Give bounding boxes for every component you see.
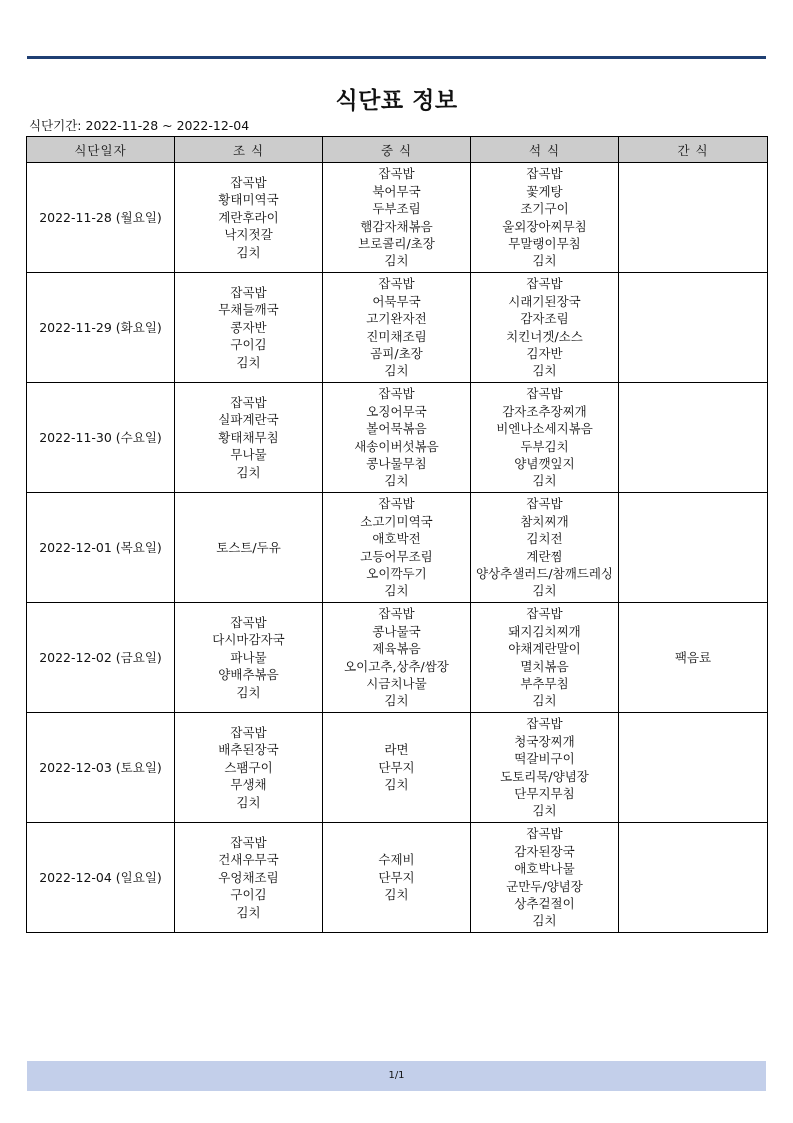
lunch-cell	[323, 823, 471, 933]
lunch-cell	[323, 713, 471, 823]
menu-item: 잡곡밥	[378, 606, 415, 622]
menu-item: 잡곡밥	[230, 724, 267, 740]
menu-item: 곰피/초장	[370, 345, 423, 361]
menu-item: 감자조림	[520, 311, 569, 327]
top-rule	[27, 56, 766, 59]
menu-item: 콩나물무침	[366, 455, 427, 471]
lunch-cell	[323, 493, 471, 603]
breakfast-cell	[175, 493, 323, 603]
menu-item: 감자조추장찌개	[502, 403, 587, 419]
menu-item: 참치찌개	[520, 513, 569, 529]
snack-cell	[619, 383, 768, 493]
menu-item: 멸치볶음	[520, 658, 569, 674]
menu-item: 김치	[532, 693, 557, 709]
snack-cell	[619, 823, 768, 933]
menu-item: 무말랭이무침	[508, 235, 581, 251]
menu-item: 김자반	[526, 345, 563, 361]
menu-item: 치킨너겟/소스	[506, 328, 583, 344]
menu-item: 잡곡밥	[526, 826, 563, 842]
menu-item: 김치	[384, 473, 409, 489]
menu-item: 김치	[532, 363, 557, 379]
menu-item: 떡갈비구이	[514, 751, 575, 767]
menu-item: 잡곡밥	[526, 496, 563, 512]
menu-item: 브로콜리/초장	[358, 235, 435, 251]
menu-item: 김치	[384, 887, 409, 903]
menu-item: 잡곡밥	[526, 386, 563, 402]
menu-item: 수제비	[378, 852, 415, 868]
menu-item: 울외장아찌무침	[502, 218, 587, 234]
header-dinner: 석 식	[471, 137, 619, 163]
table-row	[27, 493, 768, 603]
menu-item: 양배추볶음	[218, 667, 279, 683]
date-cell: 2022-12-02 (금요일)	[27, 603, 175, 713]
snack-cell	[619, 163, 768, 273]
menu-item: 배추된장국	[218, 742, 279, 758]
menu-item: 잡곡밥	[378, 166, 415, 182]
menu-item: 고등어무조림	[360, 548, 433, 564]
date-cell: 2022-11-28 (월요일)	[27, 163, 175, 273]
menu-item: 도토리묵/양념장	[500, 768, 589, 784]
menu-item: 김치전	[526, 531, 563, 547]
lunch-cell	[323, 273, 471, 383]
dinner-cell	[471, 603, 619, 713]
menu-item: 김치	[236, 244, 261, 260]
table-row	[27, 603, 768, 713]
menu-item: 잡곡밥	[230, 614, 267, 630]
header-date: 식단일자	[27, 137, 175, 163]
page-indicator: 1/1	[388, 1070, 405, 1081]
menu-item: 우엉채조림	[218, 869, 279, 885]
lunch-cell	[323, 383, 471, 493]
menu-item: 김치	[236, 354, 261, 370]
menu-item: 김치	[532, 473, 557, 489]
menu-item: 시래기된장국	[508, 293, 581, 309]
menu-period	[29, 116, 249, 134]
menu-item: 잡곡밥	[230, 284, 267, 300]
menu-item: 단무지	[378, 869, 415, 885]
menu-item: 잡곡밥	[378, 276, 415, 292]
menu-item: 북어무국	[372, 183, 421, 199]
menu-item: 잡곡밥	[230, 394, 267, 410]
dinner-cell	[471, 493, 619, 603]
menu-item: 김치	[384, 363, 409, 379]
menu-item: 김치	[384, 777, 409, 793]
menu-item: 꽃게탕	[526, 183, 563, 199]
menu-item: 잡곡밥	[526, 716, 563, 732]
breakfast-cell	[175, 603, 323, 713]
menu-item: 청국장찌개	[514, 733, 575, 749]
date-cell: 2022-11-29 (화요일)	[27, 273, 175, 383]
date-cell: 2022-12-03 (토요일)	[27, 713, 175, 823]
menu-item: 팩음료	[674, 649, 712, 665]
header-snack: 간 식	[619, 137, 768, 163]
menu-item: 스팸구이	[224, 759, 273, 775]
menu-item: 김치	[236, 904, 261, 920]
menu-item: 애호박전	[372, 531, 421, 547]
menu-item: 두부김치	[520, 438, 569, 454]
menu-item: 콩나물국	[372, 623, 421, 639]
menu-item: 잡곡밥	[230, 174, 267, 190]
breakfast-cell	[175, 383, 323, 493]
menu-item: 부추무침	[520, 675, 569, 691]
snack-cell	[619, 713, 768, 823]
lunch-cell	[323, 603, 471, 713]
snack-cell	[619, 273, 768, 383]
menu-item: 잡곡밥	[526, 606, 563, 622]
dinner-cell	[471, 713, 619, 823]
menu-item: 잡곡밥	[526, 276, 563, 292]
menu-item: 진미채조림	[366, 328, 427, 344]
table-row	[27, 273, 768, 383]
menu-item: 건새우무국	[218, 852, 279, 868]
menu-item: 구이김	[230, 887, 267, 903]
header-row	[27, 137, 768, 163]
menu-item: 새송이버섯볶음	[354, 438, 439, 454]
menu-item: 감자된장국	[514, 843, 575, 859]
menu-item: 조기구이	[520, 201, 569, 217]
menu-item: 단무지	[378, 759, 415, 775]
menu-item: 고기완자전	[366, 311, 427, 327]
menu-item: 파나물	[230, 649, 267, 665]
period-value: 2022-11-28 ~ 2022-12-04	[85, 118, 250, 133]
menu-item: 상추겉절이	[514, 895, 575, 911]
menu-item: 오이고추,상추/쌈장	[344, 658, 449, 674]
menu-item: 잡곡밥	[378, 496, 415, 512]
menu-item: 김치	[384, 693, 409, 709]
menu-item: 김치	[236, 794, 261, 810]
menu-item: 햄감자채볶음	[360, 218, 433, 234]
menu-item: 어묵무국	[372, 293, 421, 309]
menu-item: 잡곡밥	[230, 834, 267, 850]
header-breakfast: 조 식	[175, 137, 323, 163]
menu-item: 계란찜	[526, 548, 563, 564]
breakfast-cell	[175, 273, 323, 383]
breakfast-cell	[175, 163, 323, 273]
menu-item: 오징어무국	[366, 403, 427, 419]
meal-table	[26, 136, 768, 933]
menu-item: 소고기미역국	[360, 513, 433, 529]
menu-item: 무생채	[230, 777, 267, 793]
menu-item: 김치	[532, 583, 557, 599]
dinner-cell	[471, 273, 619, 383]
menu-item: 양념깻잎지	[514, 455, 575, 471]
menu-item: 비엔나소세지볶음	[496, 421, 593, 437]
menu-item: 김치	[236, 464, 261, 480]
breakfast-cell	[175, 713, 323, 823]
footer-bar	[27, 1061, 766, 1091]
menu-item: 양상추샐러드/참깨드레싱	[475, 565, 614, 581]
table-row	[27, 713, 768, 823]
menu-item: 계란후라이	[218, 209, 279, 225]
menu-item: 제육볶음	[372, 641, 421, 657]
table-row	[27, 383, 768, 493]
menu-item: 애호박나물	[514, 861, 575, 877]
period-label: 식단기간:	[29, 118, 82, 133]
menu-item: 잡곡밥	[378, 386, 415, 402]
menu-item: 김치	[236, 684, 261, 700]
menu-item: 낙지젓갈	[224, 227, 273, 243]
menu-item: 두부조림	[372, 201, 421, 217]
menu-item: 김치	[532, 913, 557, 929]
menu-item: 김치	[384, 583, 409, 599]
header-lunch: 중 식	[323, 137, 471, 163]
lunch-cell	[323, 163, 471, 273]
menu-item: 토스트/두유	[216, 539, 281, 555]
menu-item: 무나물	[230, 447, 267, 463]
menu-item: 황태채무침	[218, 429, 279, 445]
menu-item: 김치	[532, 803, 557, 819]
menu-item: 돼지김치찌개	[508, 623, 581, 639]
date-cell: 2022-12-04 (일요일)	[27, 823, 175, 933]
menu-item: 군만두/양념장	[506, 878, 583, 894]
menu-item: 오이깍두기	[366, 565, 427, 581]
dinner-cell	[471, 383, 619, 493]
dinner-cell	[471, 163, 619, 273]
date-cell: 2022-11-30 (수요일)	[27, 383, 175, 493]
table-row	[27, 163, 768, 273]
menu-item: 무채들깨국	[218, 302, 279, 318]
meal-table-body	[27, 163, 768, 933]
menu-item: 김치	[384, 253, 409, 269]
menu-item: 구이김	[230, 337, 267, 353]
menu-item: 실파계란국	[218, 412, 279, 428]
menu-item: 잡곡밥	[526, 166, 563, 182]
dinner-cell	[471, 823, 619, 933]
menu-item: 김치	[532, 253, 557, 269]
menu-item: 시금치나물	[366, 675, 427, 691]
menu-item: 콩자반	[230, 319, 267, 335]
snack-cell	[619, 603, 768, 713]
breakfast-cell	[175, 823, 323, 933]
menu-item: 단무지무침	[514, 785, 575, 801]
menu-item: 다시마감자국	[212, 632, 285, 648]
menu-item: 황태미역국	[218, 192, 279, 208]
menu-item: 볼어묵볶음	[366, 421, 427, 437]
snack-cell	[619, 493, 768, 603]
table-row	[27, 823, 768, 933]
menu-item: 야채계란말이	[508, 641, 581, 657]
page-title: 식단표 정보	[335, 88, 458, 114]
date-cell: 2022-12-01 (목요일)	[27, 493, 175, 603]
menu-item: 라면	[384, 742, 409, 758]
